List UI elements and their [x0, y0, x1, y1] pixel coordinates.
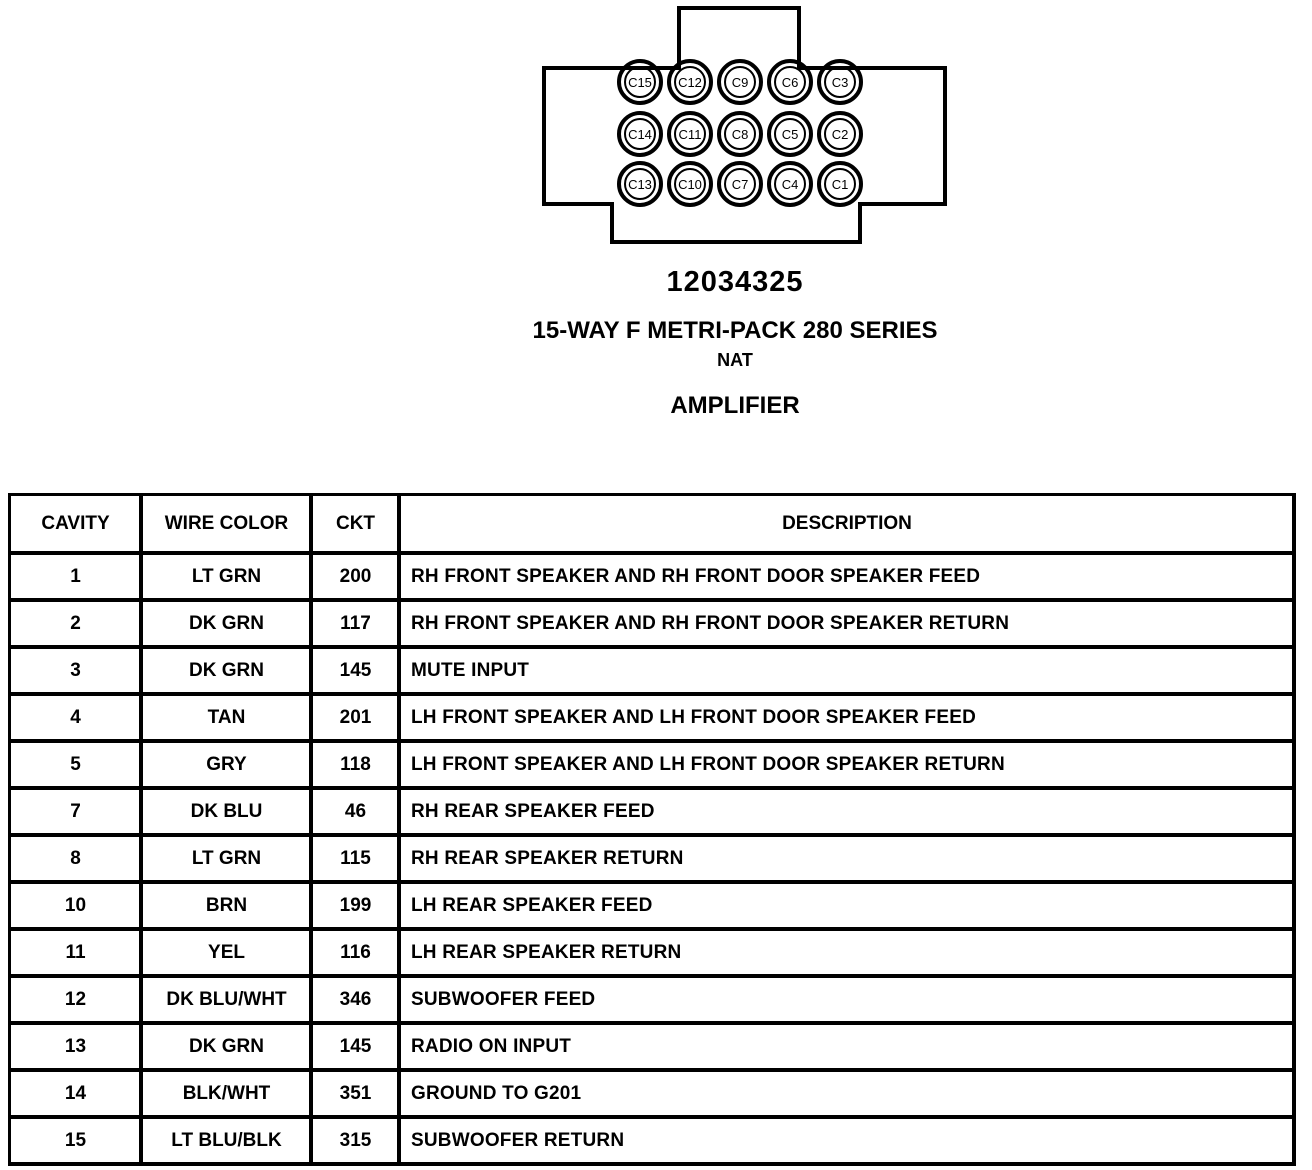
cavity-label: C5 — [781, 127, 799, 142]
wire-color-cell: TAN — [143, 696, 313, 743]
ckt-cell: 46 — [313, 790, 401, 837]
wire-color-cell: LT GRN — [143, 837, 313, 884]
wire-color-cell: DK GRN — [143, 649, 313, 696]
table-row — [11, 931, 1293, 978]
wire-color-cell: DK BLU/WHT — [143, 978, 313, 1025]
wire-color-cell: GRY — [143, 743, 313, 790]
wire-color-cell: BLK/WHT — [143, 1072, 313, 1119]
ckt-cell: 117 — [313, 602, 401, 649]
description-cell: RH REAR SPEAKER FEED — [401, 790, 1293, 837]
cavity-label: C11 — [678, 127, 702, 142]
ckt-cell: 346 — [313, 978, 401, 1025]
cavity-label: C1 — [831, 177, 849, 192]
cavity-cell: 3 — [11, 649, 143, 696]
cavity-label: C8 — [731, 127, 749, 142]
cavity-label: C15 — [628, 75, 652, 90]
description-cell: LH FRONT SPEAKER AND LH FRONT DOOR SPEAKER FEED — [401, 696, 1293, 743]
cavity-label: C12 — [678, 75, 702, 90]
cavity-cell: 8 — [11, 837, 143, 884]
description-cell: RH REAR SPEAKER RETURN — [401, 837, 1293, 884]
ckt-cell: 118 — [313, 743, 401, 790]
cavity-label: C6 — [781, 75, 799, 90]
cavity-c12 — [669, 61, 711, 103]
table-row — [11, 602, 1293, 649]
table-row — [11, 1119, 1293, 1163]
description-cell: RH FRONT SPEAKER AND RH FRONT DOOR SPEAKER RETURN — [401, 602, 1293, 649]
description-cell: SUBWOOFER RETURN — [401, 1119, 1293, 1163]
cavity-c8 — [719, 113, 761, 155]
description-cell: LH FRONT SPEAKER AND LH FRONT DOOR SPEAKER RETURN — [401, 743, 1293, 790]
ckt-cell: 115 — [313, 837, 401, 884]
ckt-cell: 200 — [313, 555, 401, 602]
table-row — [11, 649, 1293, 696]
cavity-cell: 4 — [11, 696, 143, 743]
cavity-c4 — [769, 163, 811, 205]
header-ckt: CKT — [313, 496, 401, 555]
ckt-cell: 199 — [313, 884, 401, 931]
cavity-cell: 5 — [11, 743, 143, 790]
ckt-cell: 116 — [313, 931, 401, 978]
cavity-cell: 10 — [11, 884, 143, 931]
cavity-label: C10 — [678, 177, 702, 192]
cavity-cell: 7 — [11, 790, 143, 837]
description-cell: SUBWOOFER FEED — [401, 978, 1293, 1025]
cavity-c1 — [819, 163, 861, 205]
cavity-c5 — [769, 113, 811, 155]
ckt-cell: 145 — [313, 649, 401, 696]
table-row — [11, 884, 1293, 931]
cavity-cell: 15 — [11, 1119, 143, 1163]
part-number: 12034325 — [666, 266, 804, 298]
wire-color-cell: LT BLU/BLK — [143, 1119, 313, 1163]
cavity-c13 — [619, 163, 661, 205]
cavity-c14 — [619, 113, 661, 155]
cavity-cell: 2 — [11, 602, 143, 649]
header-wire-color: WIRE COLOR — [143, 496, 313, 555]
cavity-c10 — [669, 163, 711, 205]
ckt-cell: 315 — [313, 1119, 401, 1163]
table-row — [11, 790, 1293, 837]
cavity-label: C13 — [628, 177, 652, 192]
cavity-label: C3 — [831, 75, 849, 90]
cavity-cell: 1 — [11, 555, 143, 602]
description-cell: GROUND TO G201 — [401, 1072, 1293, 1119]
description-cell: RH FRONT SPEAKER AND RH FRONT DOOR SPEAKER FEED — [401, 555, 1293, 602]
ckt-cell: 351 — [313, 1072, 401, 1119]
wire-color-cell: YEL — [143, 931, 313, 978]
cavity-c15 — [619, 61, 661, 103]
cavity-c2 — [819, 113, 861, 155]
cavity-c7 — [719, 163, 761, 205]
cavity-cell: 11 — [11, 931, 143, 978]
table-row — [11, 1025, 1293, 1072]
cavity-c3 — [819, 61, 861, 103]
cavity-cell: 13 — [11, 1025, 143, 1072]
connector-housing — [544, 8, 945, 242]
header-description: DESCRIPTION — [401, 496, 1293, 555]
ckt-cell: 201 — [313, 696, 401, 743]
wire-color-cell: DK GRN — [143, 1025, 313, 1072]
wire-color-cell: DK GRN — [143, 602, 313, 649]
cavity-label: C7 — [731, 177, 749, 192]
table-row — [11, 978, 1293, 1025]
connector-diagram — [540, 4, 950, 248]
wire-color-cell: DK BLU — [143, 790, 313, 837]
header-cavity: CAVITY — [11, 496, 143, 555]
cavity-label: C14 — [628, 127, 652, 142]
table-row — [11, 1072, 1293, 1119]
cavity-c6 — [769, 61, 811, 103]
wire-color-cell: BRN — [143, 884, 313, 931]
cavity-label: C4 — [781, 177, 799, 192]
table-header-row — [11, 496, 1293, 555]
description-cell: LH REAR SPEAKER RETURN — [401, 931, 1293, 978]
pinout-table — [8, 493, 1296, 1166]
wire-color-cell: LT GRN — [143, 555, 313, 602]
component-name: AMPLIFIER — [670, 392, 800, 419]
table-body — [11, 555, 1293, 1163]
description-cell: RADIO ON INPUT — [401, 1025, 1293, 1072]
table-row — [11, 696, 1293, 743]
cavity-label: C9 — [731, 75, 749, 90]
description-cell: MUTE INPUT — [401, 649, 1293, 696]
cavity-cell: 12 — [11, 978, 143, 1025]
cavity-c11 — [669, 113, 711, 155]
table-row — [11, 555, 1293, 602]
cavity-c9 — [719, 61, 761, 103]
ckt-cell: 145 — [313, 1025, 401, 1072]
cavity-grid — [619, 61, 861, 205]
connector-series: 15-WAY F METRI-PACK 280 SERIES — [532, 317, 938, 344]
description-cell: LH REAR SPEAKER FEED — [401, 884, 1293, 931]
table-row — [11, 743, 1293, 790]
cavity-cell: 14 — [11, 1072, 143, 1119]
table-row — [11, 837, 1293, 884]
cavity-label: C2 — [831, 127, 849, 142]
color-code: NAT — [717, 350, 753, 370]
